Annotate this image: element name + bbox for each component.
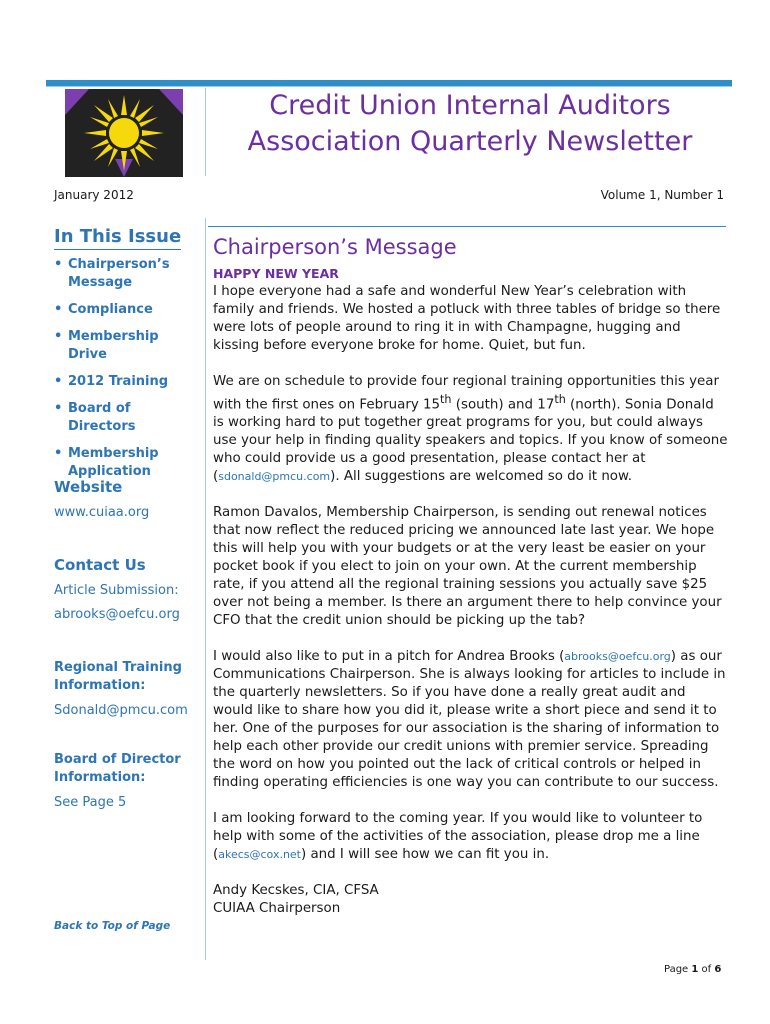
page-current: 1 (691, 964, 699, 975)
paragraph-4 (213, 648, 728, 792)
p2-sup-1: th (440, 393, 452, 406)
issue-item-chairperson[interactable]: • Chairperson’s Message (54, 256, 202, 292)
signature-title: CUIAA Chairperson (213, 901, 341, 917)
top-rule-thin (46, 86, 732, 87)
title-line-2: Association Quarterly Newsletter (247, 126, 693, 157)
p4-text-a: I would also like to put in a pitch for Andrea Brooks ( (213, 649, 565, 665)
in-this-issue-heading: In This Issue (54, 226, 181, 250)
p2-text-b: (south) and 17 (451, 397, 555, 413)
contact-heading: Contact Us (54, 556, 146, 574)
regional-heading: Regional Training Information: (54, 660, 182, 693)
newsletter-title (215, 88, 725, 160)
article-submission-label: Article Submission: (54, 583, 179, 598)
issue-item-membership-application[interactable]: • Membership Application (54, 445, 202, 481)
sidebar (54, 226, 202, 490)
issue-item-board[interactable]: • Board of Directors (54, 400, 202, 436)
issue-list (54, 256, 202, 481)
happy-new-year: HAPPY NEW YEAR (213, 266, 339, 281)
issue-volume: Volume 1, Number 1 (600, 188, 724, 202)
article-body (213, 265, 728, 918)
page-of: of (698, 964, 715, 975)
issue-item-compliance[interactable]: • Compliance (54, 301, 202, 319)
p2-text-c: (north). Sonia Donald is working hard to put together great programs for you, but could always use your help in finding quality speakers and topics. If you know of someone who could provide us a good presentation, please contact her at ( (213, 397, 728, 485)
page-total: 6 (714, 964, 722, 975)
akecs-email-link[interactable]: akecs@cox.net (218, 848, 301, 862)
sdonald-email-link[interactable]: sdonald@pmcu.com (218, 470, 331, 484)
issue-item-training[interactable]: • 2012 Training (54, 373, 202, 391)
signature (213, 882, 728, 918)
sun-logo (65, 89, 183, 177)
p2-text-d: ). All suggestions are welcomed so do it now. (330, 469, 632, 485)
abrooks-email-link[interactable]: abrooks@oefcu.org (564, 650, 671, 664)
contact-section (54, 556, 202, 622)
regional-section (54, 659, 202, 718)
back-to-top-link[interactable]: Back to Top of Page (54, 920, 171, 932)
paragraph-1: I hope everyone had a safe and wonderful New Year’s celebration with family and friends. We hosted a potluck with three tables of bridge so there were lots of people around to ring it in with Champagne, hugging and kissing before everyone broke for home. Quiet, but fun. (213, 284, 721, 353)
website-link[interactable]: www.cuiaa.org (54, 505, 150, 520)
regional-email-link[interactable]: Sdonald@pmcu.com (54, 703, 188, 718)
main-top-rule (208, 226, 726, 227)
page-prefix: Page (664, 964, 692, 975)
issue-item-membership-drive[interactable]: • Membership Drive (54, 328, 202, 364)
board-section (54, 751, 202, 810)
title-line-1: Credit Union Internal Auditors (269, 90, 671, 121)
issue-date: January 2012 (54, 188, 134, 202)
paragraph-5 (213, 810, 728, 864)
board-heading: Board of Director Information: (54, 752, 181, 785)
p2-sup-2: th (554, 393, 566, 406)
board-link[interactable]: See Page 5 (54, 795, 127, 810)
website-heading: Website (54, 478, 123, 496)
page-number (664, 964, 721, 975)
article-heading: Chairperson’s Message (213, 235, 457, 259)
sidebar-divider (205, 218, 206, 960)
signature-name: Andy Kecskes, CIA, CFSA (213, 883, 379, 899)
p5-text-a: I am looking forward to the coming year. If you would like to volunteer to help with some of the activities of the association, please drop me a line ( (213, 811, 703, 863)
website-section (54, 478, 202, 520)
header-divider (205, 88, 206, 176)
paragraph-3: Ramon Davalos, Membership Chairperson, is sending out renewal notices that now reflect the reduced pricing we announced late last year. We hope this will help you with your budgets or at the very least be easier on your pocket book if you elect to join on your own. At the current membership rate, if you attend all the regional training sessions you actually save $25 over not being a member. Is there an argument there to help convince your CFO that the credit union should be picking up the tab? (213, 505, 722, 629)
article-email-link[interactable]: abrooks@oefcu.org (54, 607, 180, 622)
p4-text-b: ) as our Communications Chairperson. She is always looking for articles to include in the quarterly newsletters. So if you have done a really great audit and would like to share how you did it, please write a short piece and send it to her. One of the purposes for our association is the sharing of information to help each other provide our credit unions with premier service. Spreading the word on how you pointed out the lack of critical controls or helped in finding operating efficiencies is one way you can contribute to our success. (213, 649, 726, 791)
paragraph-2 (213, 373, 728, 486)
p5-text-b: ) and I will see how we can fit you in. (301, 847, 550, 863)
p2-text-a: We are on schedule to provide four regional training opportunities this year with the first ones on February 15 (213, 374, 719, 413)
